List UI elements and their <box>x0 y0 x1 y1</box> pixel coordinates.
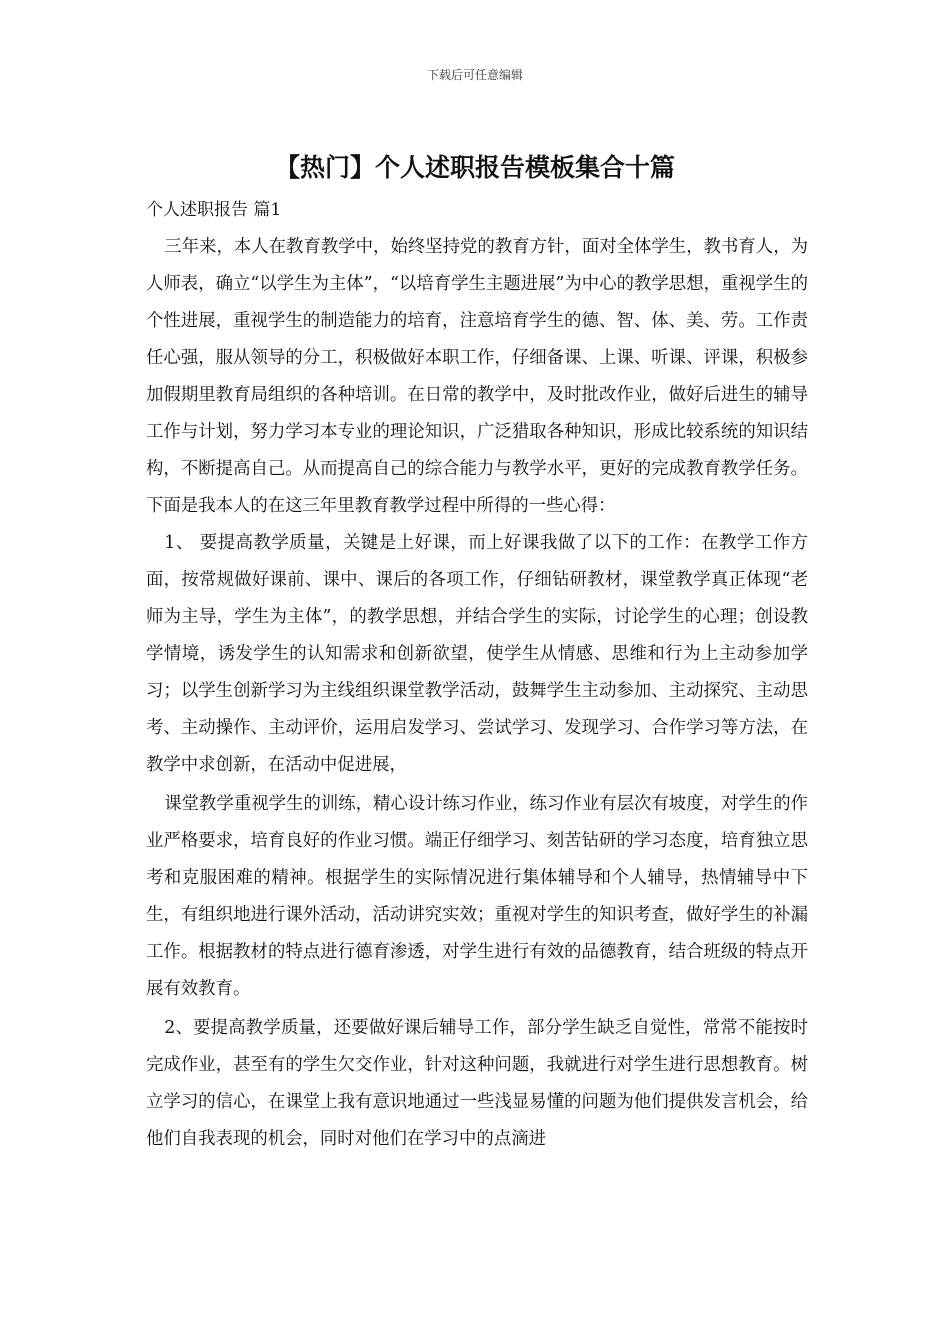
section-label: 个人述职报告 篇1 <box>146 200 282 220</box>
paragraph: 三年来，本人在教育教学中，始终坚持党的教育方针，面对全体学生，教书育人，为人师表，确立“以学生为主体”，“以培育学生主题进展”为中心的教学思想，重视学生的个性进展，重视学生的制造能力的培育，注意培育学生的德、智、体、美、劳。工作责任心强，服从领导的分工，积极做好本职工作，仔细备课、上课、听课、评课，积极参加假期里教育局组织的各种培训。在日常的教学中，及时批改作业，做好后进生的辅导工作与计划，努力学习本专业的理论知识，广泛猎取各种知识，形成比较系统的知识结构，不断提高自己。从而提高自己的综合能力与教学水平，更好的完成教育教学任务。下面是我本人的在这三年里教育教学过程中所得的一些心得： <box>146 237 808 516</box>
document-body <box>146 229 808 1158</box>
paragraph: 课堂教学重视学生的训练，精心设计练习作业，练习作业有层次有坡度，对学生的作业严格要求，培育良好的作业习惯。端正仔细学习、刻苦钻研的学习态度，培育独立思考和克服困难的精神。根据学生的实际情况进行集体辅导和个人辅导，热情辅导中下生，有组织地进行课外活动，活动讲究实效；重视对学生的知识考查，做好学生的补漏工作。根据教材的特点进行德育渗透，对学生进行有效的品德教育，结合班级的特点开展有效教育。 <box>146 794 808 999</box>
page-header-note: 下载后可任意编辑 <box>426 68 523 82</box>
paragraph: 1、 要提高教学质量，关键是上好课，而上好课我做了以下的工作：在教学工作方面，按常规做好课前、课中、课后的各项工作，仔细钻研教材，课堂教学真正体现“老师为主导，学生为主体”，的教学思想，并结合学生的实际，讨论学生的心理；创设教学情境，诱发学生的认知需求和创新欲望，使学生从情感、思维和行为上主动参加学习；以学生创新学习为主线组织课堂教学活动，鼓舞学生主动参加、主动探究、主动思考、主动操作、主动评价，运用启发学习、尝试学习、发现学习、合作学习等方法，在教学中求创新，在活动中促进展， <box>146 533 808 775</box>
document-title: 【热门】个人述职报告模板集合十篇 <box>274 153 675 182</box>
paragraph: 2、要提高教学质量，还要做好课后辅导工作，部分学生缺乏自觉性，常常不能按时完成作业，甚至有的学生欠交作业，针对这种问题，我就进行对学生进行思想教育。树立学习的信心，在课堂上我有意识地通过一些浅显易懂的问题为他们提供发言机会，给他们自我表现的机会，同时对他们在学习中的点滴进 <box>146 1018 808 1149</box>
